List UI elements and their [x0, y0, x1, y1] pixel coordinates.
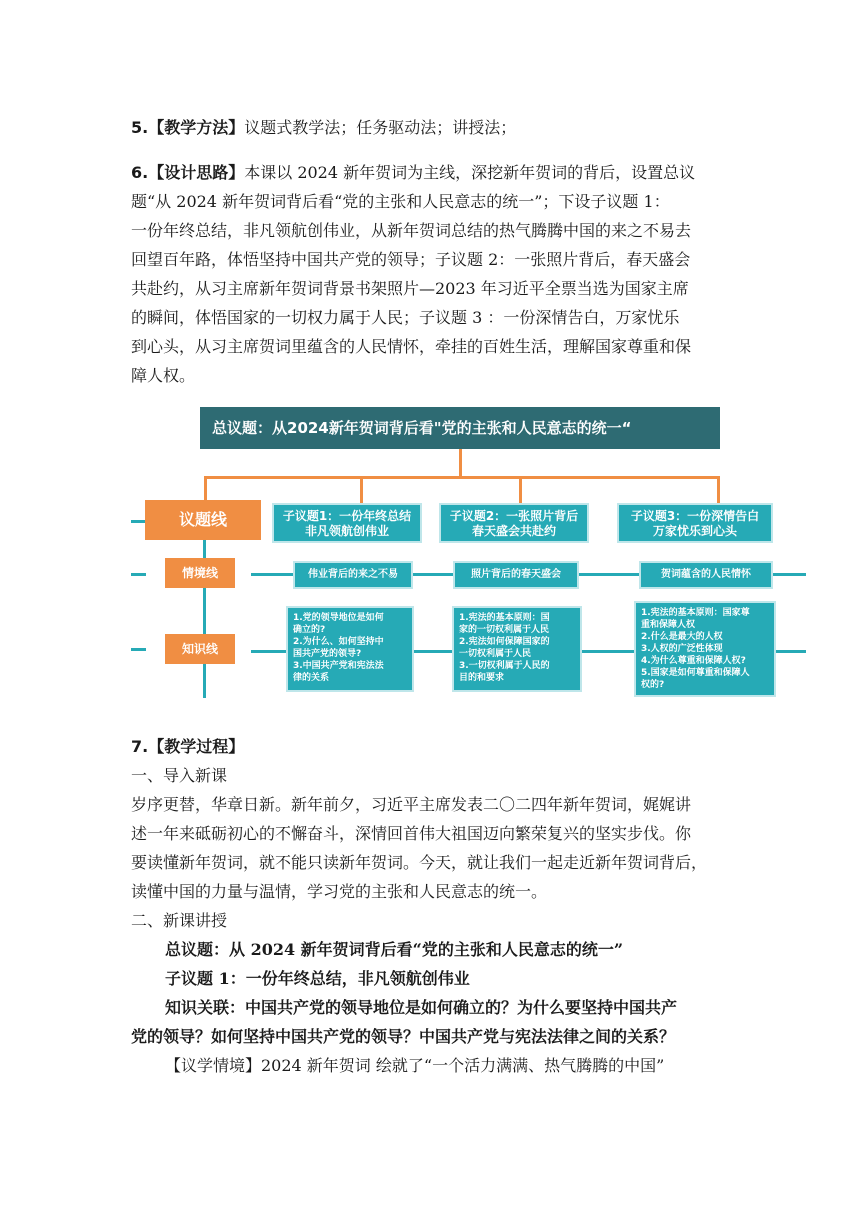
- connector-line: [459, 449, 462, 477]
- knowledge-line: 重和保障人权: [641, 620, 696, 630]
- section-heading: 【教学过程】: [148, 737, 245, 756]
- knowledge-link-line-0: 知识关联：中国共产党的领导地位是如何确立的？为什么要坚持中国共产: [165, 998, 678, 1017]
- connector-line: [519, 476, 522, 504]
- part2-title: 二、新课讲授: [131, 911, 228, 930]
- knowledge-line: 3.一切权利属于人民的: [459, 661, 550, 671]
- knowledge-line: 1.宪法的基本原则：国家尊: [641, 608, 750, 618]
- intro-line-2: 要读懂新年贺词，就不能只读新年贺词。今天，就让我们一起走近新年贺词背后，: [131, 853, 708, 872]
- section-number: 5.: [131, 118, 149, 137]
- section-number: 7.: [131, 737, 149, 756]
- knowledge-line: 国共产党的领导?: [293, 649, 362, 659]
- section-number: 6.: [131, 163, 149, 182]
- knowledge-line: 1.宪法的基本原则：国: [459, 613, 550, 623]
- connector-line: [204, 476, 207, 500]
- section-design-idea: [131, 158, 731, 390]
- context-line-label: 情境线: [165, 558, 235, 588]
- section-teaching-methods: [131, 113, 731, 143]
- knowledge-line: 确立的?: [293, 625, 326, 635]
- section-text: 议题式教学法；任务驱动法；讲授法；: [244, 118, 517, 137]
- context-box-3: 贺词蕴含的人民情怀: [639, 561, 773, 589]
- main-issue-title: 总议题：从2024新年贺词背后看"党的主张和人民意志的统一“: [200, 407, 720, 449]
- intro-line-1: 述一年来砥砺初心的不懈奋斗，深情回首伟大祖国迈向繁荣复兴的坚实步伐。你: [131, 824, 692, 843]
- knowledge-box-2: [452, 606, 582, 692]
- knowledge-line: 律的关系: [293, 673, 330, 683]
- knowledge-box-1: [286, 606, 414, 692]
- design-line-5: 的瞬间，体悟国家的一切权力属于人民；子议题 3 ：一份深情告白，万家忧乐: [131, 308, 680, 327]
- sub-issue1-text: 子议题 1：一份年终总结，非凡领航创伟业: [165, 969, 470, 988]
- sub-issue-line: 子议题1：一份年终总结: [282, 509, 412, 523]
- section-heading: 【设计思路】: [148, 163, 245, 182]
- issue-diagram: [131, 398, 809, 704]
- knowledge-line-label: 知识线: [165, 634, 235, 664]
- context-box-2: 照片背后的春天盛会: [453, 561, 579, 589]
- intro-line-3: 读懂中国的力量与温情，学习党的主张和人民意志的统一。: [131, 882, 548, 901]
- design-line-0: 本课以 2024 新年贺词为主线，深挖新年贺词的背后，设置总议: [244, 163, 696, 182]
- section-teaching-process: [131, 732, 731, 1080]
- sub-issue-line: 非凡领航创伟业: [304, 524, 389, 538]
- sub-issue-line: 春天盛会共赴约: [471, 524, 556, 538]
- design-line-3: 回望百年路，体悟坚持中国共产党的领导；子议题 2：一张照片背后，春天盛会: [131, 250, 691, 269]
- part1-title: 一、导入新课: [131, 766, 228, 785]
- sub-issue-box-1: [272, 503, 422, 543]
- knowledge-line: 3.中国共产党和宪法法: [293, 661, 384, 671]
- connector-line: [131, 573, 146, 576]
- design-line-4: 共赴约，从习主席新年贺词背景书架照片—2023 年习近平全票当选为国家主席: [131, 279, 689, 298]
- main-issue-text: 总议题：从 2024 新年贺词背后看“党的主张和人民意志的统一”: [165, 940, 624, 959]
- connector-line: [131, 648, 146, 651]
- knowledge-line: 5.国家是如何尊重和保障人: [641, 668, 750, 678]
- knowledge-box-3: [634, 601, 776, 697]
- design-line-6: 到心头，从习主席贺词里蕴含的人民情怀，牵挂的百姓生活，理解国家尊重和保: [131, 337, 692, 356]
- knowledge-line: 4.为什么尊重和保障人权?: [641, 656, 746, 666]
- knowledge-line: 2.宪法如何保障国家的: [459, 637, 550, 647]
- connector-line: [131, 520, 146, 523]
- design-line-2: 一份年终总结，非凡领航创伟业，从新年贺词总结的热气腾腾中国的来之不易去: [131, 221, 692, 240]
- knowledge-line: 1.党的领导地位是如何: [293, 613, 384, 623]
- sub-issue-box-3: [617, 503, 773, 543]
- connector-line: [204, 476, 720, 479]
- issue-line-label: 议题线: [145, 500, 261, 540]
- knowledge-line: 权的?: [641, 680, 665, 690]
- context-box-1: 伟业背后的来之不易: [293, 561, 413, 589]
- connector-line: [360, 476, 363, 504]
- sub-issue-box-2: [439, 503, 589, 543]
- knowledge-link-line-1: 党的领导？如何坚持中国共产党的领导？中国共产党与宪法法律之间的关系？: [131, 1027, 676, 1046]
- knowledge-line: 2.为什么、如何坚持中: [293, 637, 384, 647]
- knowledge-line: 一切权利属于人民: [459, 649, 532, 659]
- intro-line-0: 岁序更替，华章日新。新年前夕，习近平主席发表二〇二四年新年贺词，娓娓讲: [131, 795, 692, 814]
- design-line-1: 题“从 2024 新年贺词背后看“党的主张和人民意志的统一”；下设子议题 1：: [131, 192, 670, 211]
- sub-issue-line: 万家忧乐到心头: [652, 524, 737, 538]
- sub-issue-line: 子议题3：一份深情告白: [630, 509, 760, 523]
- design-line-7: 障人权。: [131, 366, 196, 385]
- context-text: 【议学情境】2024 新年贺词 绘就了“一个活力满满、热气腾腾的中国”: [165, 1056, 665, 1075]
- knowledge-line: 目的和要求: [459, 673, 505, 683]
- sub-issue-line: 子议题2：一张照片背后: [449, 509, 579, 523]
- knowledge-line: 3.人权的广泛性体现: [641, 644, 723, 654]
- knowledge-line: 2.什么是最大的人权: [641, 632, 723, 642]
- connector-line: [717, 476, 720, 504]
- knowledge-line: 家的一切权利属于人民: [459, 625, 550, 635]
- section-heading: 【教学方法】: [148, 118, 245, 137]
